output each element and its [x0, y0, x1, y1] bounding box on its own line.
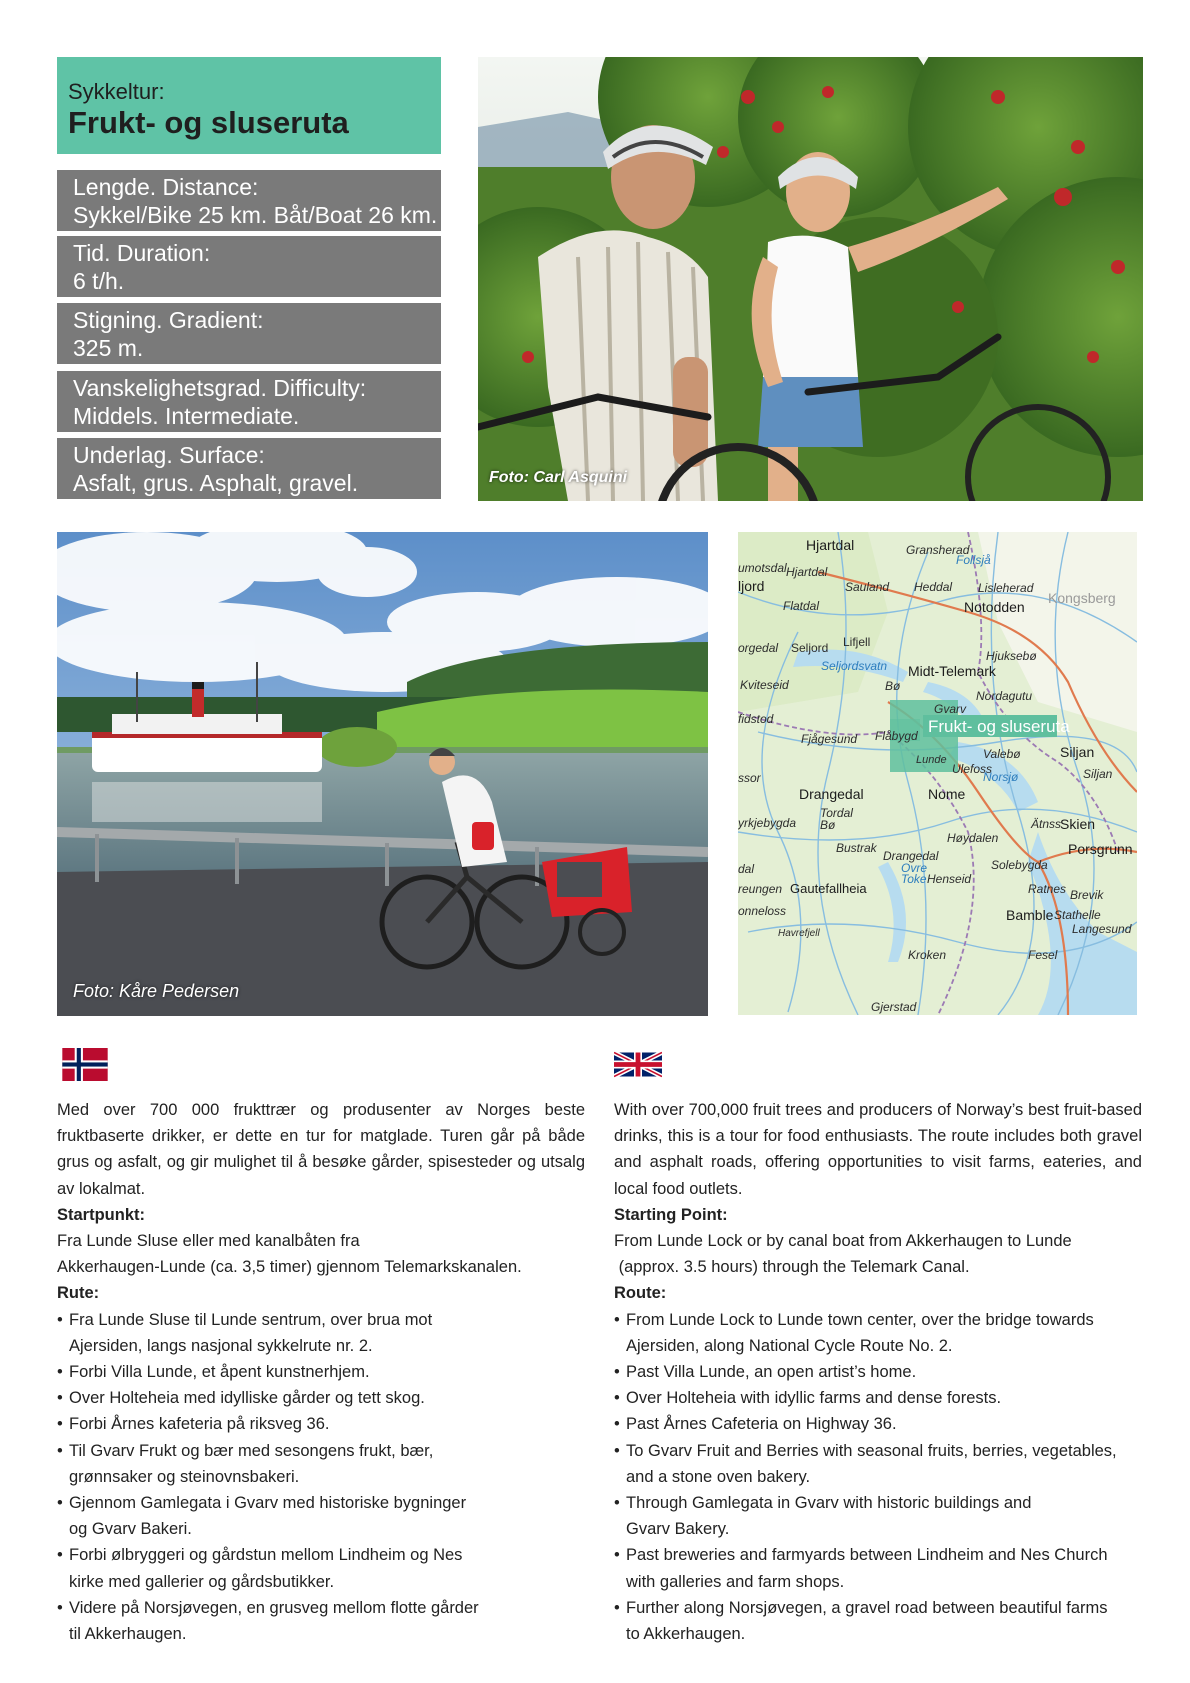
map-label-havrefjell: Havrefjell [778, 928, 820, 939]
map-label-ssor: ssor [738, 771, 761, 785]
map-label-follsja: Follsjå [956, 553, 991, 567]
list-item: • Past Villa Lunde, an open artist’s home. [614, 1359, 1142, 1385]
map-label-heddal: Heddal [914, 580, 953, 594]
map-label-hjartdal-2: Hjartdal [786, 565, 828, 579]
map-label-siljan-2: Siljan [1083, 767, 1113, 781]
map-label-valebo: Valebø [983, 747, 1021, 761]
map-label-drangedal: Drangedal [799, 786, 864, 802]
map-label-reungen: reungen [738, 882, 783, 896]
map-label-hjartdal: Hjartdal [806, 537, 855, 553]
map-label-lifjell: Lifjell [843, 635, 871, 649]
map-label-gransherad: Gransherad [906, 543, 970, 557]
map-label-skien: Skien [1060, 816, 1096, 832]
map-label-bustrak: Bustrak [836, 841, 877, 855]
list-item: • From Lunde Lock to Lunde town center, over the bridge towards Ajersiden, along National Cycle Route No. 2. [614, 1307, 1142, 1359]
info-distance-label: Lengde. Distance: [73, 174, 259, 200]
map-label-fesel: Fesel [1028, 948, 1058, 962]
info-surface-value: Asfalt, grus. Asphalt, gravel. [73, 470, 359, 496]
map-label-kviteseid: Kviteseid [740, 678, 789, 692]
map-label-hjuksebo: Hjuksebø [986, 649, 1037, 663]
list-item: • Over Holteheia with idyllic farms and dense forests. [614, 1385, 1142, 1411]
map-label-langesund: Langesund [1072, 922, 1132, 936]
map-label-brevik: Brevik [1070, 888, 1104, 902]
map-label-orgedal: orgedal [738, 641, 779, 655]
page-title: Frukt- og sluseruta [68, 105, 349, 140]
list-item: • Over Holteheia med idylliske gårder og tett skog. [57, 1385, 585, 1411]
map-label-sauland: Sauland [845, 580, 890, 594]
info-distance-value: Sykkel/Bike 25 km. Båt/Boat 26 km. [73, 202, 438, 228]
list-item: • To Gvarv Fruit and Berries with seasonal fruits, berries, vegetables, and a stone oven bakery. [614, 1438, 1142, 1490]
map-label-henseid: Henseid [927, 872, 972, 886]
info-gradient [57, 303, 441, 364]
norwegian-route-heading: Rute: [57, 1284, 100, 1303]
list-item: • Forbi ølbryggeri og gårdstun mellom Lindheim og Nes kirke med gallerier og gårdsbutikker. [57, 1542, 585, 1594]
map-label-solebygda: Solebygda [991, 858, 1048, 872]
map-label-seljord: Seljord [791, 641, 829, 655]
list-item: • Past Årnes Cafeteria on Highway 36. [614, 1411, 1142, 1437]
map-label-gjerstad: Gjerstad [871, 1000, 917, 1014]
info-duration-label: Tid. Duration: [73, 240, 211, 266]
info-gradient-value: 325 m. [73, 335, 144, 361]
map-label-lisleherad: Lisleherad [978, 581, 1034, 595]
map-label-lunde: Lunde [916, 754, 947, 766]
info-duration [57, 236, 441, 297]
map-label-fjord: ljord [738, 578, 765, 594]
map-label-siljan: Siljan [1060, 744, 1095, 760]
list-item: • Through Gamlegata in Gvarv with historic buildings and Gvarv Bakery. [614, 1490, 1142, 1542]
photo-credit-top: Foto: Carl Asquini [489, 469, 628, 486]
list-item: • Past breweries and farmyards between Lindheim and Nes Church with galleries and farm shops. [614, 1542, 1142, 1594]
title-block [57, 57, 441, 154]
norwegian-start-heading: Startpunkt: [57, 1205, 145, 1224]
route-map [738, 532, 1137, 1015]
tour-type-label: Sykkeltur: [68, 79, 165, 104]
map-label-seljordsvatn: Seljordsvatn [821, 659, 888, 673]
english-intro: With over 700,000 fruit trees and producers of Norway’s best fruit-based drinks, this is a tour for food enthusiasts. The route includes both gravel and asphalt roads, offering opportunities to visit farms, eateries, and local food outlets. [614, 1101, 1142, 1198]
list-item: • Fra Lunde Sluse til Lunde sentrum, over brua mot Ajersiden, langs nasjonal sykkelrute nr. 2. [57, 1307, 585, 1359]
info-gradient-label: Stigning. Gradient: [73, 307, 264, 333]
map-label-dal: dal [738, 862, 755, 876]
photo-canal-boat-cyclist [57, 532, 708, 1016]
map-label-bo-2: Bø [820, 818, 836, 832]
list-item: • Forbi Villa Lunde, et åpent kunstnerhjem. [57, 1359, 585, 1385]
norwegian-start-line-1: Fra Lunde Sluse eller med kanalbåten fra [57, 1232, 360, 1251]
map-label-ovre: Ovre [901, 861, 928, 875]
map-label-umotsdal: umotsdal [738, 561, 787, 575]
map-route-label: Frukt- og sluseruta [928, 717, 1070, 736]
map-label-stathelle: Stathelle [1054, 908, 1101, 922]
map-label-kongsberg: Kongsberg [1048, 590, 1116, 606]
map-label-kroken: Kroken [908, 948, 947, 962]
info-difficulty [57, 371, 441, 432]
photo-credit-middle: Foto: Kåre Pedersen [73, 981, 240, 1001]
map-label-fidstod: fidstod [738, 712, 774, 726]
map-label-gautefallheia: Gautefallheia [790, 881, 867, 896]
info-distance [57, 170, 441, 231]
english-route-heading: Route: [614, 1284, 667, 1303]
map-label-onneloss: onneloss [738, 904, 787, 918]
norwegian-text-column [57, 1097, 585, 1647]
map-label-ulefoss: Ulefoss [952, 762, 993, 776]
map-label-tordal: Tordal [820, 806, 853, 820]
map-label-bamble: Bamble [1006, 907, 1054, 923]
map-label-norsjo: Norsjø [983, 770, 1019, 784]
info-surface [57, 438, 441, 499]
english-route-list [614, 1307, 1142, 1648]
map-label-bo: Bø [885, 679, 901, 693]
english-text-column [614, 1097, 1142, 1647]
info-surface-label: Underlag. Surface: [73, 442, 265, 468]
info-duration-value: 6 t/h. [73, 268, 125, 294]
uk-flag-icon [614, 1048, 662, 1081]
map-label-yrkjebygda: yrkjebygda [738, 816, 797, 830]
list-item: • Forbi Årnes kafeteria på riksveg 36. [57, 1411, 585, 1437]
info-difficulty-value: Middels. Intermediate. [73, 403, 300, 429]
list-item: • Videre på Norsjøvegen, en grusveg mellom flotte gårder til Akkerhaugen. [57, 1595, 585, 1647]
map-label-notodden: Notodden [964, 599, 1025, 615]
map-label-ratnes: Ratnes [1028, 882, 1067, 896]
list-item: • Further along Norsjøvegen, a gravel road between beautiful farms to Akkerhaugen. [614, 1595, 1142, 1647]
list-item: • Til Gvarv Frukt og bær med sesongens frukt, bær, grønnsaker og steinovnsbakeri. [57, 1438, 585, 1490]
norwegian-flag-icon [61, 1048, 109, 1081]
map-label-fjagesund: Fjågesund [801, 732, 858, 746]
map-label-gvarv: Gvarv [934, 702, 967, 716]
list-item: • Gjennom Gamlegata i Gvarv med historiske bygninger og Gvarv Bakeri. [57, 1490, 585, 1542]
photo-cyclists-orchard [478, 57, 1143, 501]
norwegian-intro: Med over 700 000 frukttrær og produsenter av Norges beste fruktbaserte drikker, er dette en tur for matglade. Turen går på både grus og asfalt, og gir mulighet til å besøke gårder, spisesteder og utsalg av lokalmat. [57, 1101, 585, 1198]
map-label-toke: Toke [901, 872, 927, 886]
map-label-nordagutu: Nordagutu [976, 689, 1033, 703]
english-start-line-1: From Lunde Lock or by canal boat from Akkerhaugen to Lunde [614, 1232, 1072, 1251]
map-label-midt-telemark: Midt-Telemark [908, 663, 996, 679]
english-start-line-2: (approx. 3.5 hours) through the Telemark Canal. [614, 1258, 970, 1277]
info-difficulty-label: Vanskelighetsgrad. Difficulty: [73, 375, 367, 401]
norwegian-start-line-2: Akkerhaugen-Lunde (ca. 3,5 timer) gjennom Telemarkskanalen. [57, 1258, 522, 1277]
map-label-nome: Nome [928, 786, 966, 802]
english-start-heading: Starting Point: [614, 1205, 728, 1224]
map-label-porsgrunn: Porsgrunn [1068, 841, 1133, 857]
map-label-flabygd: Flåbygd [875, 729, 918, 743]
map-label-flatdal: Flatdal [783, 599, 820, 613]
norwegian-route-list [57, 1307, 585, 1648]
map-label-drangedal-2: Drangedal [883, 849, 939, 863]
map-label-hoydalen: Høydalen [947, 831, 999, 845]
map-label-atnss: Ätnss [1031, 817, 1062, 831]
